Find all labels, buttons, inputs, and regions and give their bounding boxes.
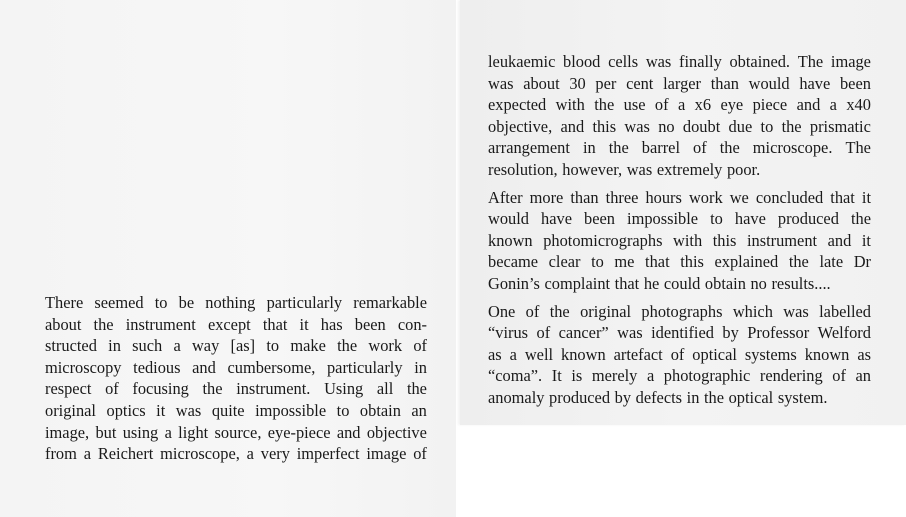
paragraph <box>488 187 871 295</box>
text-line: After more than three hours work we concluded that it <box>488 187 871 207</box>
text-line: microscopy tedious and cumbersome, particularly in <box>45 357 427 377</box>
text-line: “coma”. It is merely a photographic rendering of an <box>488 366 871 386</box>
text-line: anomaly produced by defects in the optical system. <box>488 387 828 407</box>
text-line: was about 30 per cent larger than would have been <box>488 73 871 93</box>
text-line: from a Reichert microscope, a very imperfect image of <box>45 444 427 464</box>
text-line: became clear to me that this explained the late Dr <box>488 252 871 272</box>
text-line: Gonin’s complaint that he could obtain no results.... <box>488 273 831 293</box>
right-page <box>460 0 906 425</box>
text-line: respect of focusing the instrument. Using all the <box>45 379 427 399</box>
text-line: One of the original photographs which was labelled <box>488 301 871 321</box>
text-line: image, but using a light source, eye-piece and objective <box>45 422 427 442</box>
paragraph <box>488 301 871 409</box>
text-line: as a well known artefact of optical systems known as <box>488 344 871 364</box>
text-line: original optics it was quite impossible to obtain an <box>45 400 427 420</box>
text-line: arrangement in the barrel of the microscope. The <box>488 138 871 158</box>
text-line: structed in such a way [as] to make the work of <box>45 336 427 356</box>
left-page-paragraph <box>45 292 427 465</box>
text-line: about the instrument except that it has been con- <box>45 314 427 334</box>
text-line: would have been impossible to have produced the <box>488 209 871 229</box>
bleed-through-text <box>0 0 456 18</box>
paragraph <box>488 51 871 181</box>
text-line: known photomicrographs with this instrument and it <box>488 230 871 250</box>
bleed-through-text <box>460 0 906 18</box>
text-line: expected with the use of a x6 eye piece and a x40 <box>488 95 871 115</box>
text-line: leukaemic blood cells was finally obtained. The image <box>488 52 871 71</box>
text-line: There seemed to be nothing particularly remarkable <box>45 293 427 312</box>
text-line: objective, and this was no doubt due to the prismatic <box>488 116 871 136</box>
text-line: resolution, however, was extremely poor. <box>488 159 761 179</box>
right-page-text <box>488 51 871 409</box>
text-line: “virus of cancer” was identified by Professor Welford <box>488 323 871 343</box>
